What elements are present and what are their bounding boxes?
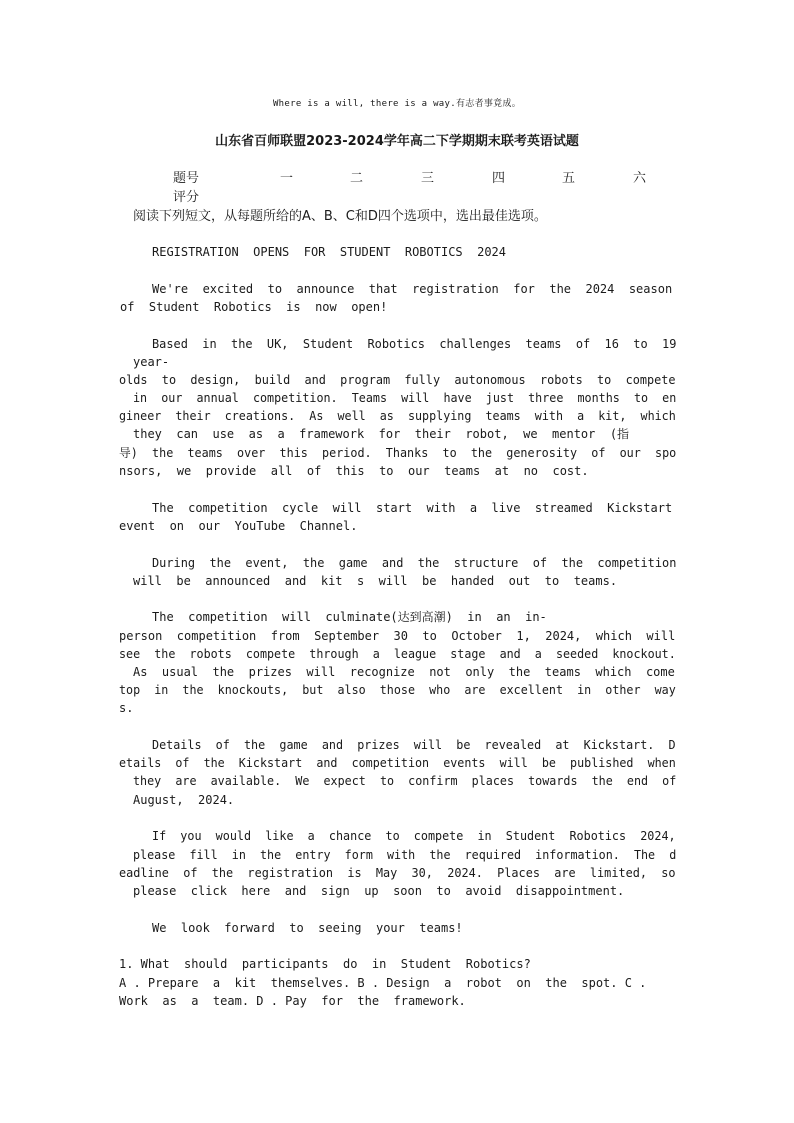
text-line: please fill in the entry form with the required information. The d [133,848,677,862]
score-table-col-3: 三 [421,171,435,186]
text-line: We look forward to seeing your teams! [152,921,463,935]
text-line: Based in the UK, Student Robotics challenges teams of 16 to 19 [152,337,677,351]
text-line: During the event, the game and the structure of the competition [152,556,677,570]
text-line: As usual the prizes will recognize not only the teams which come [133,665,675,679]
question-options: A . Prepare a kit themselves. B . Design a robot on the spot. C . [119,976,647,990]
text-line: 导) the teams over this period. Thanks to the generosity of our spo [119,446,677,460]
text-line: in our annual competition. Teams will have just three months to en [133,391,677,405]
score-table-col-1: 一 [280,171,294,186]
text-line: event on our YouTube Channel. [119,519,358,533]
score-table-col-6: 六 [633,171,647,186]
text-line: please click here and sign up soon to avoid disappointment. [133,884,625,898]
text-line: The competition will culminate(达到高潮) in an in- [152,610,547,624]
text-line: The competition cycle will start with a live streamed Kickstart [152,501,673,515]
page-title: 山东省百师联盟2023-2024学年高二下学期期末联考英语试题 [215,134,579,149]
text-line: We're excited to announce that registration for the 2024 season [152,282,673,296]
text-line: of Student Robotics is now open! [120,300,388,314]
text-line: August, 2024. [133,793,235,807]
page-header-motto: Where is a will, there is a way.有志者事竟成。 [272,99,522,109]
text-line: will be announced and kit s will be handed out to teams. [133,574,618,588]
score-table-label-question: 题号 [173,171,200,186]
text-line: they can use as a framework for their robot, we mentor (指 [133,427,630,441]
score-table-col-2: 二 [350,171,364,186]
text-line: gineer their creations. As well as supplying teams with a kit, which [119,409,676,423]
text-line: s. [119,701,134,715]
question-stem: 1. What should participants do in Student Robotics? [119,957,531,971]
text-line: eadline of the registration is May 30, 2024. Places are limited, so [119,866,676,880]
score-table-col-5: 五 [562,171,576,186]
text-line: person competition from September 30 to October 1, 2024, which will [119,629,676,643]
text-line: If you would like a chance to compete in Student Robotics 2024, [152,829,676,843]
text-line: they are available. We expect to confirm places towards the end of [133,774,677,788]
text-line: top in the knockouts, but also those who are excellent in other way [119,683,676,697]
score-table-col-4: 四 [492,171,506,186]
question-options: Work as a team. D . Pay for the framework. [119,994,466,1008]
text-line: see the robots compete through a league stage and a seeded knockout. [119,647,676,661]
text-line: olds to design, build and program fully autonomous robots to compete [119,373,676,387]
score-table-label-score: 评分 [173,190,200,205]
text-line: nsors, we provide all of this to our teams at no cost. [119,464,589,478]
instruction-text: 阅读下列短文，从每题所给的A、B、C和D四个选项中，选出最佳选项。 [133,209,547,224]
text-line: year- [133,355,170,369]
passage-heading: REGISTRATION OPENS FOR STUDENT ROBOTICS 2024 [152,245,507,259]
text-line: Details of the game and prizes will be revealed at Kickstart. D [152,738,676,752]
text-line: etails of the Kickstart and competition events will be published when [119,756,676,770]
